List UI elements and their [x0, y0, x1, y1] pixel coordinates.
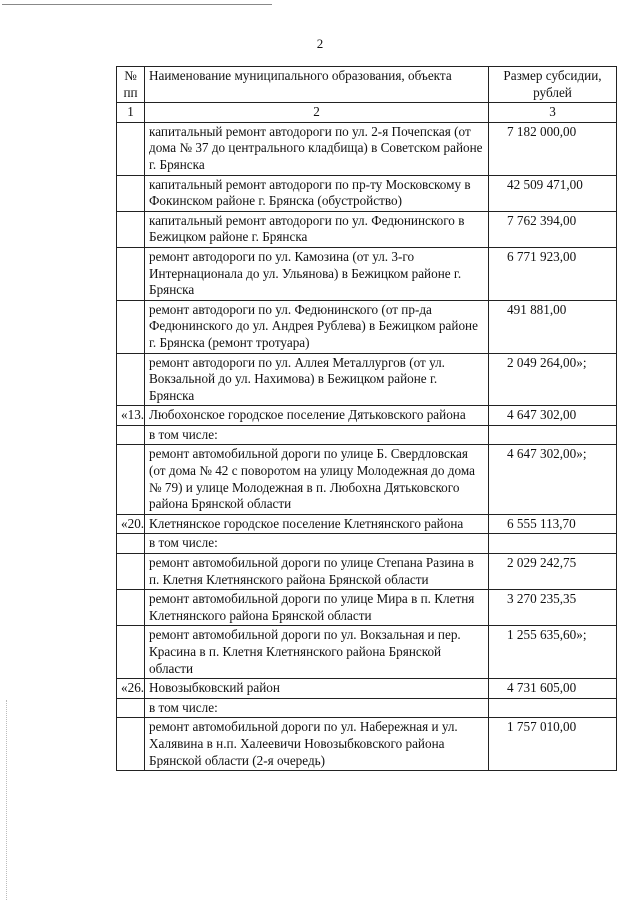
- row-amount: [489, 534, 617, 554]
- table-row: [117, 626, 617, 679]
- table-row: [117, 211, 617, 247]
- table-row: [117, 554, 617, 590]
- row-num: [117, 445, 145, 514]
- row-num: [117, 353, 145, 406]
- header-num: № пп: [117, 67, 145, 103]
- row-amount: 42 509 471,00: [489, 175, 617, 211]
- row-name: в том числе:: [145, 534, 489, 554]
- row-amount: [489, 698, 617, 718]
- column-index-2: 2: [145, 103, 489, 123]
- subsidy-table: [116, 66, 617, 771]
- column-index-1: 1: [117, 103, 145, 123]
- column-index-3: 3: [489, 103, 617, 123]
- row-num: [117, 698, 145, 718]
- row-name: ремонт автомобильной дороги по улице Б. Свердловская (от дома № 42 с поворотом на улицу Молодежная до дома № 79) и улице Молодежная в п. Любохна Дятьковского района Брянской области: [145, 445, 489, 514]
- row-num: [117, 247, 145, 300]
- row-num: «26.: [117, 679, 145, 699]
- row-num: [117, 534, 145, 554]
- row-amount: 4 647 302,00»;: [489, 445, 617, 514]
- row-amount: [489, 425, 617, 445]
- row-amount: 4 647 302,00: [489, 406, 617, 426]
- row-amount: 1 255 635,60»;: [489, 626, 617, 679]
- row-num: [117, 590, 145, 626]
- table-row: [117, 590, 617, 626]
- table-row: [117, 698, 617, 718]
- row-num: [117, 175, 145, 211]
- top-rule: [2, 4, 272, 5]
- header-row: [117, 67, 617, 103]
- table-row: [117, 175, 617, 211]
- row-name: ремонт автомобильной дороги по ул. Вокзальная и пер. Красина в п. Клетня Клетнянского района Брянской области: [145, 626, 489, 679]
- row-amount: 2 049 264,00»;: [489, 353, 617, 406]
- row-name: в том числе:: [145, 698, 489, 718]
- table-row: [117, 445, 617, 514]
- row-num: «13.: [117, 406, 145, 426]
- table-row: [117, 353, 617, 406]
- row-name: ремонт автодороги по ул. Камозина (от ул. 3-го Интернационала до ул. Ульянова) в Бежицком районе г. Брянска: [145, 247, 489, 300]
- table-row: [117, 122, 617, 175]
- row-name: ремонт автодороги по ул. Федюнинского (от пр-да Федюнинского до ул. Андрея Рублева) в Бежицком районе г. Брянска (ремонт тротуара): [145, 300, 489, 353]
- row-amount: 2 029 242,75: [489, 554, 617, 590]
- row-name: капитальный ремонт автодороги по пр-ту Московскому в Фокинском районе г. Брянска (обустройство): [145, 175, 489, 211]
- row-name: ремонт автомобильной дороги по ул. Набережная и ул. Халявина в н.п. Халеевичи Новозыбковского района Брянской области (2-я очередь): [145, 718, 489, 771]
- row-name: ремонт автодороги по ул. Аллея Металлургов (от ул. Вокзальной до ул. Нахимова) в Бежицком районе г. Брянска: [145, 353, 489, 406]
- column-index-row: [117, 103, 617, 123]
- row-amount: 1 757 010,00: [489, 718, 617, 771]
- row-name: капитальный ремонт автодороги по ул. Федюнинского в Бежицком районе г. Брянска: [145, 211, 489, 247]
- row-num: [117, 626, 145, 679]
- row-name: капитальный ремонт автодороги по ул. 2-я Почепская (от дома № 37 до центрального кладбища) в Советском районе г. Брянска: [145, 122, 489, 175]
- table-row: [117, 247, 617, 300]
- row-amount: 6 555 113,70: [489, 514, 617, 534]
- row-name: ремонт автомобильной дороги по улице Мира в п. Клетня Клетнянского района Брянской области: [145, 590, 489, 626]
- row-amount: 6 771 923,00: [489, 247, 617, 300]
- row-name: Любохонское городское поселение Дятьковского района: [145, 406, 489, 426]
- row-num: [117, 718, 145, 771]
- row-num: [117, 211, 145, 247]
- binding-edge: [6, 700, 7, 900]
- table-row: [117, 534, 617, 554]
- table-row: [117, 679, 617, 699]
- row-amount: 491 881,00: [489, 300, 617, 353]
- table-row: [117, 514, 617, 534]
- row-num: [117, 425, 145, 445]
- row-amount: 3 270 235,35: [489, 590, 617, 626]
- row-name: Новозыбковский район: [145, 679, 489, 699]
- row-num: «20.: [117, 514, 145, 534]
- table-row: [117, 300, 617, 353]
- table-row: [117, 425, 617, 445]
- row-name: ремонт автомобильной дороги по улице Степана Разина в п. Клетня Клетнянского района Брянской области: [145, 554, 489, 590]
- row-amount: 7 762 394,00: [489, 211, 617, 247]
- row-name: в том числе:: [145, 425, 489, 445]
- table-row: [117, 718, 617, 771]
- table-row: [117, 406, 617, 426]
- header-amount: Размер субсидии, рублей: [489, 67, 617, 103]
- row-num: [117, 300, 145, 353]
- row-num: [117, 122, 145, 175]
- row-amount: 4 731 605,00: [489, 679, 617, 699]
- row-amount: 7 182 000,00: [489, 122, 617, 175]
- row-name: Клетнянское городское поселение Клетнянского района: [145, 514, 489, 534]
- header-name: Наименование муниципального образования, объекта: [145, 67, 489, 103]
- row-num: [117, 554, 145, 590]
- page-number: 2: [316, 36, 324, 51]
